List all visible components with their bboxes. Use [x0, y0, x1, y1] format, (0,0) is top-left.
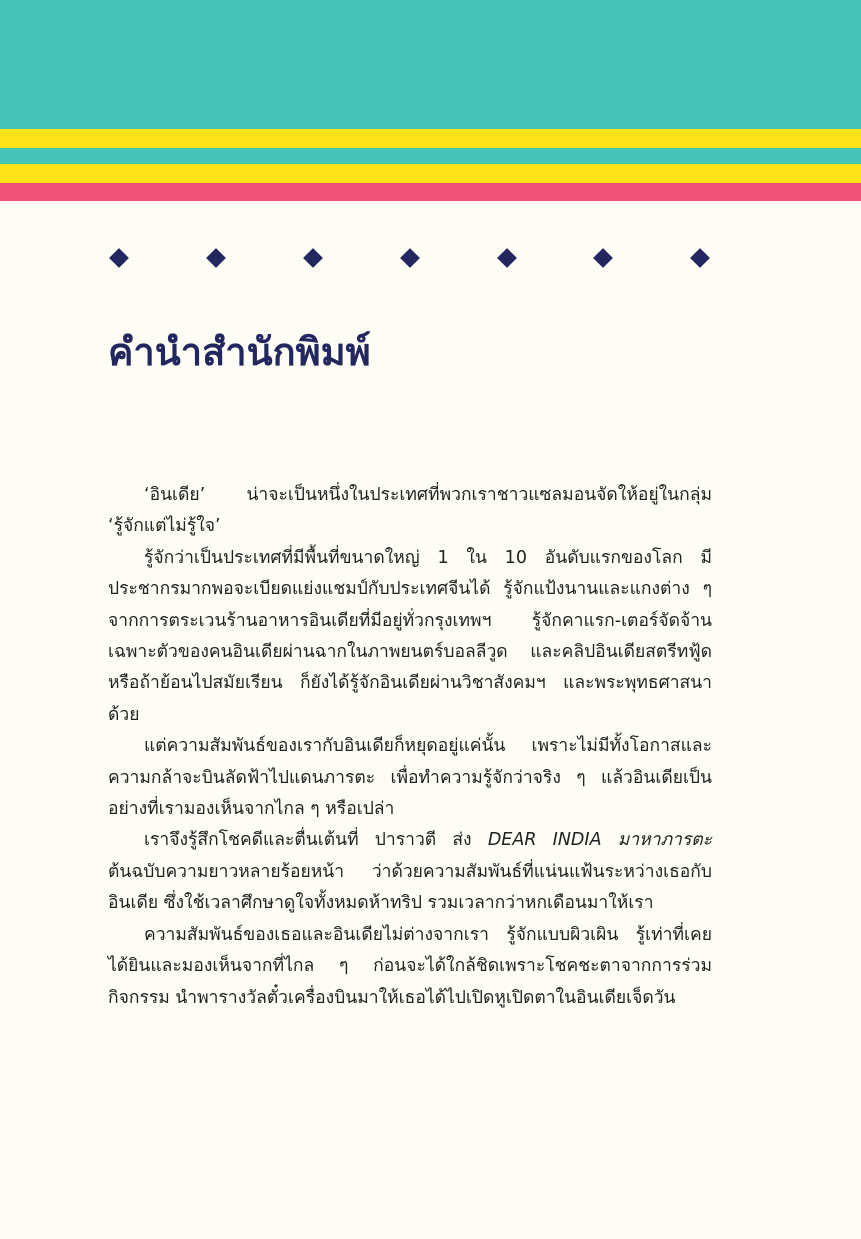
header-stripe-pink	[0, 183, 861, 201]
header-stripe-teal	[0, 148, 861, 164]
paragraph-4	[108, 825, 712, 919]
book-title: DEAR INDIA มาหาภารตะ	[487, 830, 712, 851]
paragraph-2: รู้จักว่าเป็นประเทศที่มีพื้นที่ขนาดใหญ่ 1 ใน 10 อันดับแรกของโลก มีประชากรมากพอจะเบียดแย่งแชมป์กับประเทศจีนได้ รู้จักแป้งนานและแกงต่าง ๆ จากการตระเวนร้านอาหารอินเดียที่มีอยู่ทั่วกรุงเทพฯ รู้จักคาแรก-เตอร์จัดจ้านเฉพาะตัวของคนอินเดียผ่านฉากในภาพยนตร์บอลลีวูด และคลิปอินเดียสตรีทฟู้ด หรือถ้าย้อนไปสมัยเรียน ก็ยังได้รู้จักอินเดียผ่านวิชาสังคมฯ และพระพุทธศาสนาด้วย	[108, 547, 712, 725]
diamond-ornament-icon	[109, 248, 129, 268]
header-stripe-yellow-lower	[0, 164, 861, 183]
paragraph-3: แต่ความสัมพันธ์ของเรากับอินเดียก็หยุดอยู่แค่นั้น เพราะไม่มีทั้งโอกาสและความกล้าจะบินลัดฟ้าไปแดนภารตะ เพื่อทำความรู้จักว่าจริง ๆ แล้วอินเดียเป็นอย่างที่เรามองเห็นจากไกล ๆ หรือเปล่า	[108, 736, 712, 820]
diamond-ornament-icon	[303, 248, 323, 268]
header-band-teal	[0, 0, 861, 129]
paragraph-4-rest: ต้นฉบับความยาวหลายร้อยหน้า ว่าด้วยความสัมพันธ์ที่แน่นแฟ้นระหว่างเธอกับอินเดีย ซึ่งใช้เวลาศึกษาดูใจทั้งหมดห้าทริป รวมเวลากว่าหกเดือนมาให้เรา	[108, 861, 712, 914]
body-text	[108, 480, 712, 1014]
paragraph-1: ‘อินเดีย’ น่าจะเป็นหนึ่งในประเทศที่พวกเราชาวแซลมอนจัดให้อยู่ในกลุ่ม ‘รู้จักแต่ไม่รู้ใจ’	[108, 485, 712, 537]
diamond-ornament-icon	[593, 248, 613, 268]
header-stripe-yellow	[0, 129, 861, 148]
page-title: คำนำสำนักพิมพ์	[108, 330, 371, 374]
diamond-ornament-icon	[206, 248, 226, 268]
paragraph-4-lead: เราจึงรู้สึกโชคดีและตื่นเต้นที่ ปาราวตี ส่ง	[144, 830, 488, 851]
paragraph-5: ความสัมพันธ์ของเธอและอินเดียไม่ต่างจากเรา รู้จักแบบผิวเผิน รู้เท่าที่เคยได้ยินและมองเห็นจากที่ไกล ๆ ก่อนจะได้ใกล้ชิดเพราะโชคชะตาจากการร่วมกิจกรรม นำพารางวัลตั๋วเครื่องบินมาให้เธอได้ไปเปิดหูเปิดตาในอินเดียเจ็ดวัน	[108, 924, 712, 1008]
diamond-ornament-icon	[690, 248, 710, 268]
diamond-ornament-icon	[400, 248, 420, 268]
diamond-ornament-icon	[497, 248, 517, 268]
